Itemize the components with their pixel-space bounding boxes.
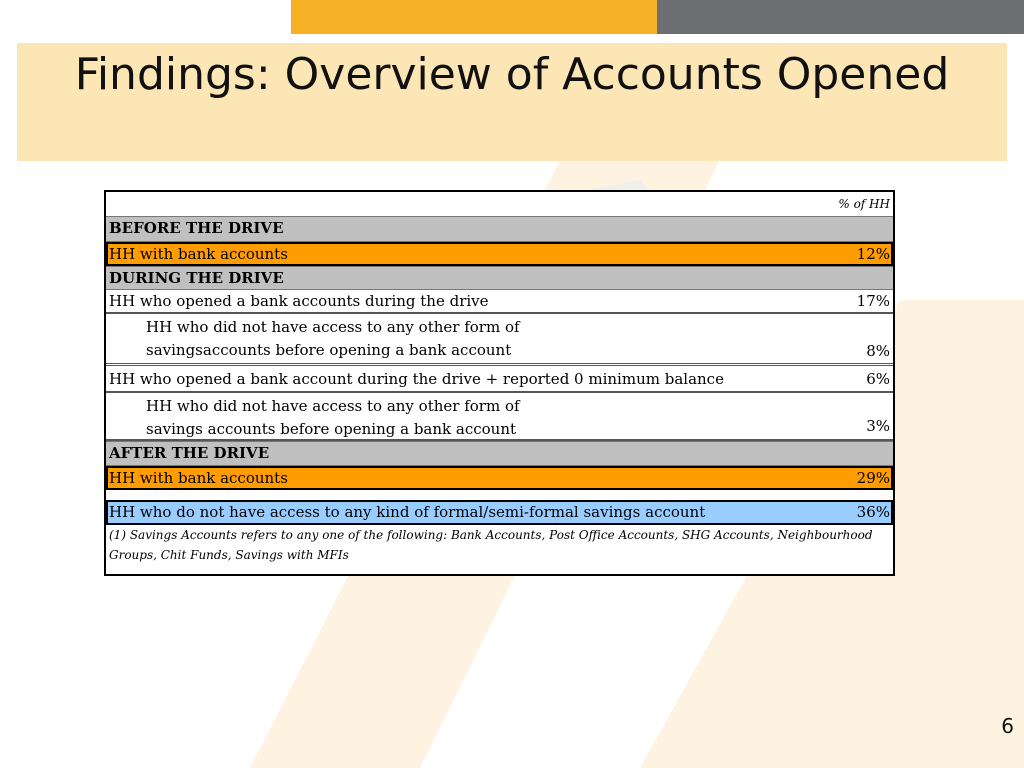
page-number: 6 [1001,714,1014,738]
table-row [106,368,893,393]
row-value: 17% [856,292,890,310]
row-value: 29% [856,469,890,487]
row-label-line-1: HH who did not have access to any other form of [146,397,520,415]
table-row [106,466,893,490]
row-label: HH with bank accounts [109,469,288,487]
footnote: (1) Savings Accounts refers to any one of the following: Bank Accounts, Post Office Accounts, SHG Accounts, Neighbourhood Groups, Chit Funds, Savings with MFIs [109,528,873,562]
row-label: HH who do not have access to any kind of formal/semi-formal savings account [109,503,706,521]
row-label [146,395,520,441]
findings-table [104,190,895,576]
table-header-row [106,192,893,216]
top-accent-bar-gray [657,0,1024,34]
row-label: HH who opened a bank accounts during the drive [109,292,489,310]
section-header [106,266,893,290]
section-label: DURING THE DRIVE [109,269,284,287]
table-row [106,393,893,441]
section-label: BEFORE THE DRIVE [109,219,284,237]
table-row [106,290,893,314]
slide-title: Findings: Overview of Accounts Opened [74,49,950,100]
table-row [106,242,893,266]
row-label-line-1: HH who did not have access to any other form of [146,318,520,336]
section-header [106,216,893,242]
row-label-line-2: savingsaccounts before opening a bank account [146,341,512,359]
top-accent-bar-orange [291,0,657,34]
table-row [106,500,893,525]
row-label: HH who opened a bank account during the drive + reported 0 minimum balance [109,370,724,388]
column-header-percent: % of HH [838,197,890,211]
section-label: AFTER THE DRIVE [109,444,270,462]
row-label-line-2: savings accounts before opening a bank account [146,420,517,438]
row-value: 36% [856,503,890,521]
row-label [146,316,520,362]
row-value: 6% [866,370,890,388]
section-header [106,441,893,466]
row-value: 8% [866,342,890,360]
row-label: HH with bank accounts [109,245,288,263]
row-value: 3% [866,417,890,435]
row-value: 12% [856,245,890,263]
table-row [106,314,893,366]
